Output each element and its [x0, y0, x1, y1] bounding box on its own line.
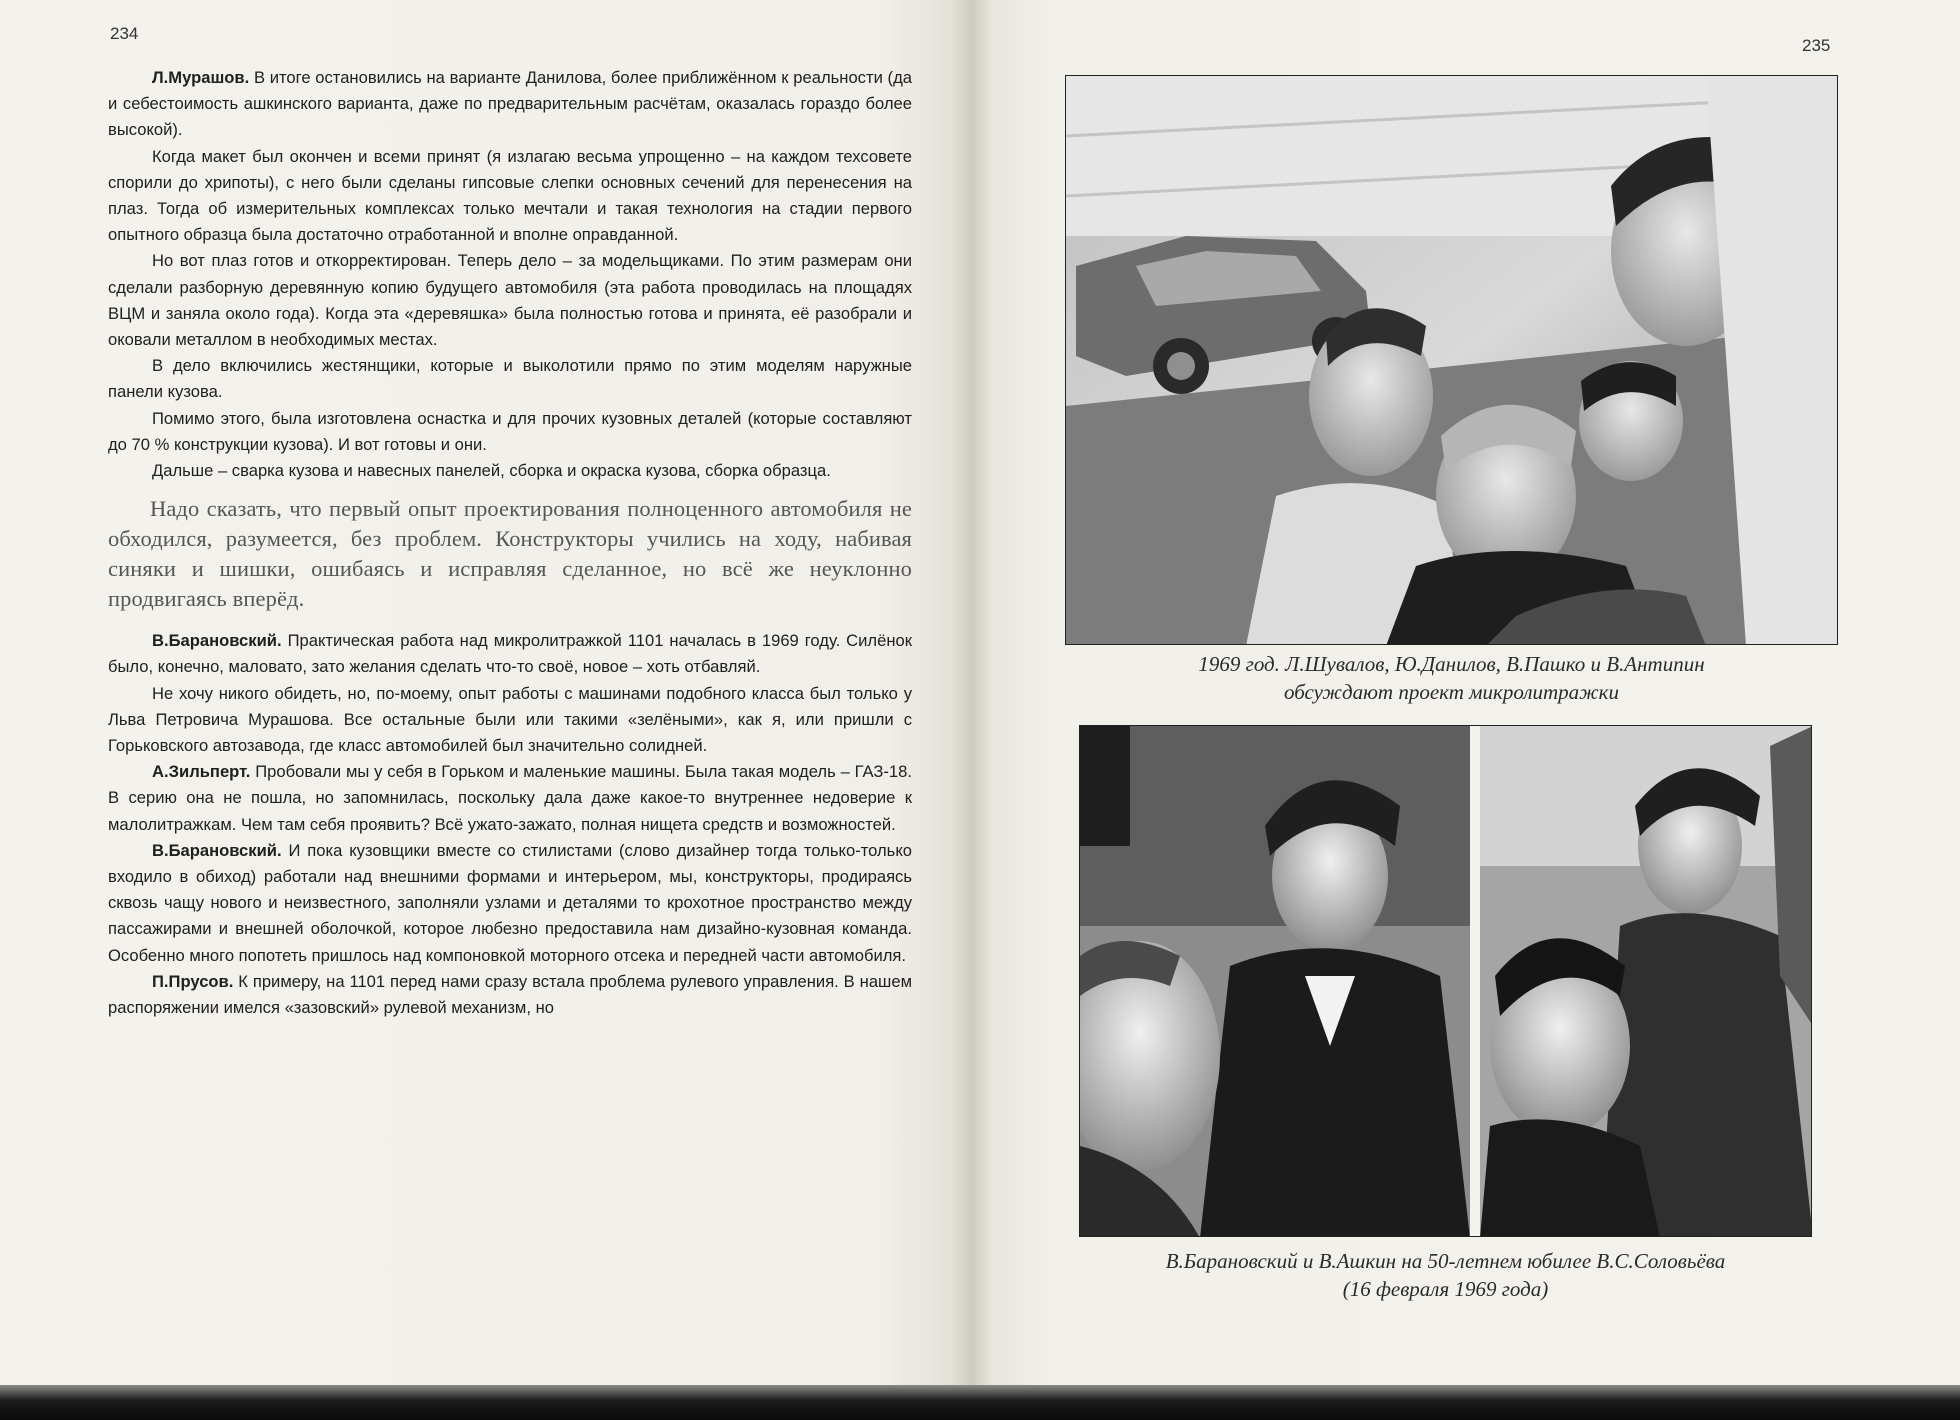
paragraph-text: Практическая работа над микролитражкой 1101 началась в 1969 году. Силёнок было, конечно, маловато, зато желания сделать что-то своё, новое – хоть отбавляй. — [108, 631, 912, 677]
photo-illustration — [1080, 726, 1812, 1237]
speaker-name: В.Барановский. — [152, 840, 282, 860]
paragraph-text: В дело включились жестянщики, которые и выколотили прямо по этим моделям наружные панели кузова. — [108, 356, 912, 402]
left-page-number: 234 — [110, 24, 139, 43]
left-page-text — [108, 65, 912, 1021]
speaker-name: Л.Мурашов. — [152, 68, 250, 87]
caption-line: 1969 год. Л.Шувалов, Ю.Данилов, В.Пашко и В.Антипин — [1198, 652, 1705, 676]
paragraph — [108, 144, 912, 249]
photo1-caption — [1065, 650, 1838, 706]
paragraph — [108, 969, 912, 1021]
speaker-name: В.Барановский. — [152, 631, 282, 651]
paragraph — [108, 353, 912, 405]
paragraph-text: К примеру, на 1101 перед нами сразу встала проблема рулевого управления. В нашем распоряжении имелся «зазовский» рулевой механизм, но — [108, 971, 912, 1018]
photo-illustration — [1066, 76, 1838, 645]
paragraph-text: Дальше – сварка кузова и навесных панелей, сборка и окраска кузова, сборка образца. — [152, 461, 831, 481]
paragraph-text: И пока кузовщики вместе со стилистами (слово дизайнер тогда только-только входило в обиход) работали над внешними формами и интерьером, мы, конструкторы, продираясь сквозь чащу нового и неизвестного, заполняли узлами и деталями то крохотное пространство между пассажирами и внешней оболочкой, которое любезно предоставила нам дизайно-кузовная команда. Особенно много попотеть пришлось над компоновкой моторного отсека и передней части автомобиля. — [108, 840, 912, 965]
paragraph-text: В итоге остановились на варианте Данилова, более приближённом к реальности (да и себестоимость ашкинского варианта, даже по предварительным расчётам, оказалась гораздо более высокой). — [108, 68, 912, 140]
scanner-edge — [0, 1385, 1960, 1420]
paragraph — [108, 458, 912, 484]
paragraph-text: Когда макет был окончен и всеми принят (я излагаю весьма упрощенно – на каждом техсовете спорили до хрипоты), с него были сделаны гипсовые слепки основных сечений для перенесения на плаз. Тогда об измерительных комплексах только мечтали и такая технология на стадии первого опытного образца была достаточно отработанной и вполне оправданной. — [108, 146, 912, 245]
author-quote: Надо сказать, что первый опыт проектирования полноценного автомобиля не обходился, разумеется, без проблем. Конструкторы учились на ходу, набивая синяки и шишки, ошибаясь и исправляя сделанное, но всё же неуклонно продвигаясь вперёд. — [108, 496, 912, 612]
paragraph — [108, 628, 912, 680]
speaker-name: П.Прусов. — [152, 971, 234, 991]
caption-line: В.Барановский и В.Ашкин на 50-летнем юбилее В.С.Соловьёва — [1165, 1249, 1726, 1273]
caption-line: обсуждают проект микролитражки — [1283, 680, 1620, 704]
paragraph-text: Не хочу никого обидеть, но, по-моему, опыт работы с машинами подобного класса был только у Льва Петровича Мурашова. Все остальные были или такими «зелёными», как я, или пришли с Горьковского автозавода, где класс автомобилей был значительно солидней. — [108, 683, 912, 756]
photo-group-discussion — [1065, 75, 1838, 645]
photo2-caption — [1079, 1247, 1812, 1303]
right-page-number: 235 — [1802, 36, 1831, 55]
photo-jubilee — [1079, 725, 1812, 1237]
caption-line: (16 февраля 1969 года) — [1342, 1277, 1549, 1301]
paragraph — [108, 406, 912, 458]
paragraph — [108, 759, 912, 838]
paragraph-text: Но вот плаз готов и откорректирован. Теперь дело – за модельщиками. По этим размерам они сделали разборную деревянную копию будущего автомобиля (эта работа проводилась на площадях ВЦМ и заняла около года). Когда эта «деревяшка» была полностью готова и принята, её разобрали и оковали металлом в необходимых местах. — [108, 251, 912, 350]
paragraph — [108, 838, 912, 969]
paragraph — [108, 248, 912, 353]
paragraph-text: Пробовали мы у себя в Горьком и маленькие машины. Была такая модель – ГАЗ-18. В серию она не пошла, но запомнилась, поскольку дала даже какое-то внутреннее недоверие к малолитражкам. Чем там себя проявить? Всё ужато-зажато, полная нищета средств и возможностей. — [108, 762, 912, 834]
paragraph-text: Помимо этого, была изготовлена оснастка и для прочих кузовных деталей (которые составляют до 70 % конструкции кузова). И вот готовы и они. — [108, 408, 912, 454]
speaker-name: А.Зильперт. — [152, 762, 251, 782]
paragraph — [108, 681, 912, 760]
paragraph — [108, 65, 912, 144]
